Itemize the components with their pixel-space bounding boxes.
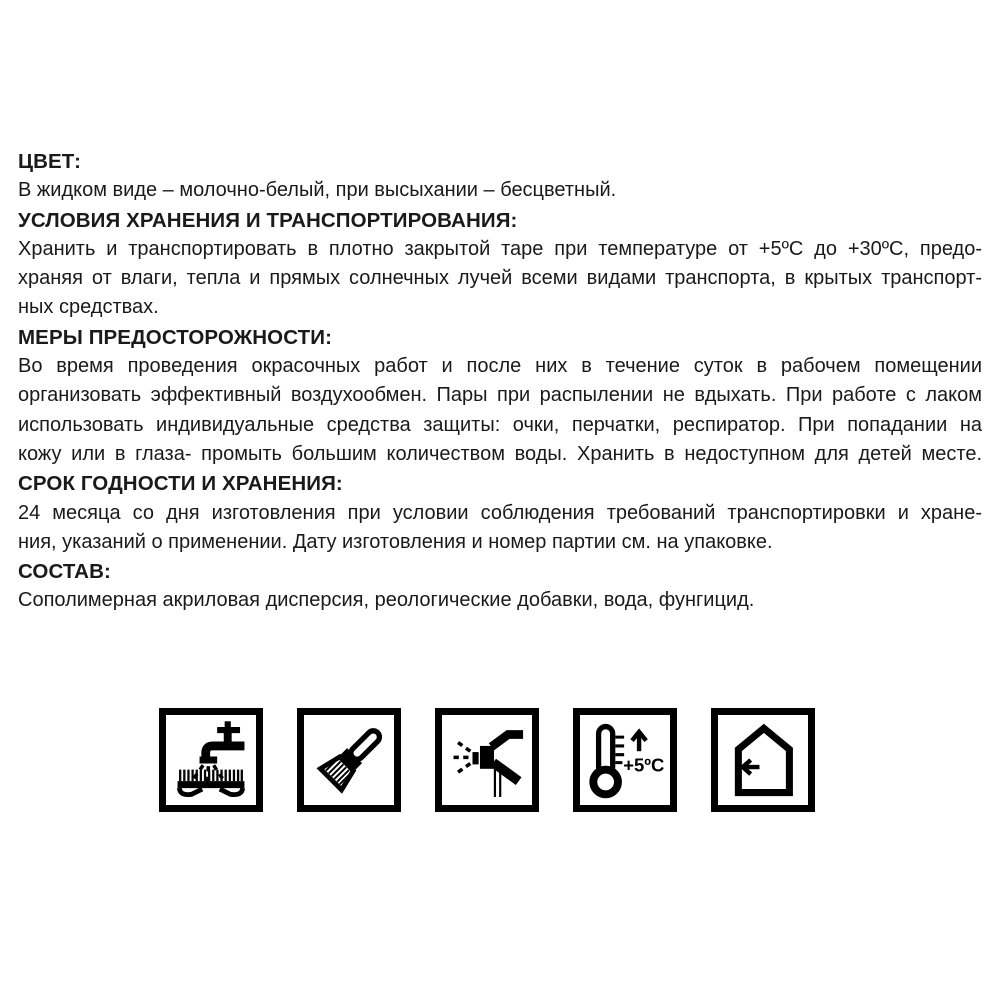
- indoor-use-icon: [711, 708, 815, 812]
- pictogram-row: [159, 708, 815, 812]
- spray-application-icon: [435, 708, 539, 812]
- wash-tools-icon: [159, 708, 263, 812]
- faucet-washing-brush-icon: [167, 716, 255, 804]
- section-color-line: В жидком виде – молочно-белый, при высыхании – бесцветный.: [18, 179, 617, 202]
- section-storage-line: Хранить и транспортировать в плотно закрытой таре при температуре от +5ºС до +30ºС, предо-: [18, 237, 982, 260]
- section-heading-shelf-life: СРОК ГОДНОСТИ И ХРАНЕНИЯ:: [18, 472, 343, 496]
- section-heading-composition: СОСТАВ:: [18, 560, 111, 584]
- section-precautions-line: кожу или в глаза- промыть большим количеством воды. Хранить в недоступном для детей месте.: [18, 442, 982, 465]
- thermometer-label: +5ºC: [623, 754, 665, 776]
- section-precautions-line: Во время проведения окрасочных работ и после них в течение суток в рабочем помещении: [18, 355, 982, 378]
- left-arrow-icon: [743, 760, 760, 774]
- paint-brush-icon: [305, 716, 393, 804]
- temperature-above-5c-icon: [573, 708, 677, 812]
- section-precautions-line: использовать индивидуальные средства защиты: очки, перчатки, респиратор. При попадании на: [18, 413, 982, 436]
- section-storage-line: храняя от влаги, тепла и прямых солнечных лучей всеми видами транспорта, в крытых транспорт-: [18, 267, 982, 290]
- thermometer-icon: [581, 716, 669, 804]
- section-shelf-life-line: 24 месяца со дня изготовления при условии соблюдения требований транспортировки и хране-: [18, 501, 982, 524]
- house-arrow-icon: [719, 716, 807, 804]
- section-composition-line: Сополимерная акриловая дисперсия, реологические добавки, вода, фунгицид.: [18, 589, 755, 612]
- section-storage-line: ных средствах.: [18, 296, 159, 319]
- spray-gun-icon: [443, 716, 531, 804]
- section-shelf-life-line: ния, указаний о применении. Дату изготовления и номер партии см. на упаковке.: [18, 530, 773, 553]
- section-heading-storage: УСЛОВИЯ ХРАНЕНИЯ И ТРАНСПОРТИРОВАНИЯ:: [18, 208, 518, 232]
- up-arrow-icon: [632, 732, 646, 751]
- section-heading-precautions: МЕРЫ ПРЕДОСТОРОЖНОСТИ:: [18, 325, 333, 349]
- section-precautions-line: организовать эффективный воздухообмен. Пары при распылении не вдыхать. При работе с лаком: [18, 384, 982, 407]
- section-heading-color: ЦВЕТ:: [18, 150, 82, 173]
- product-info-document: [18, 147, 982, 616]
- brush-application-icon: [297, 708, 401, 812]
